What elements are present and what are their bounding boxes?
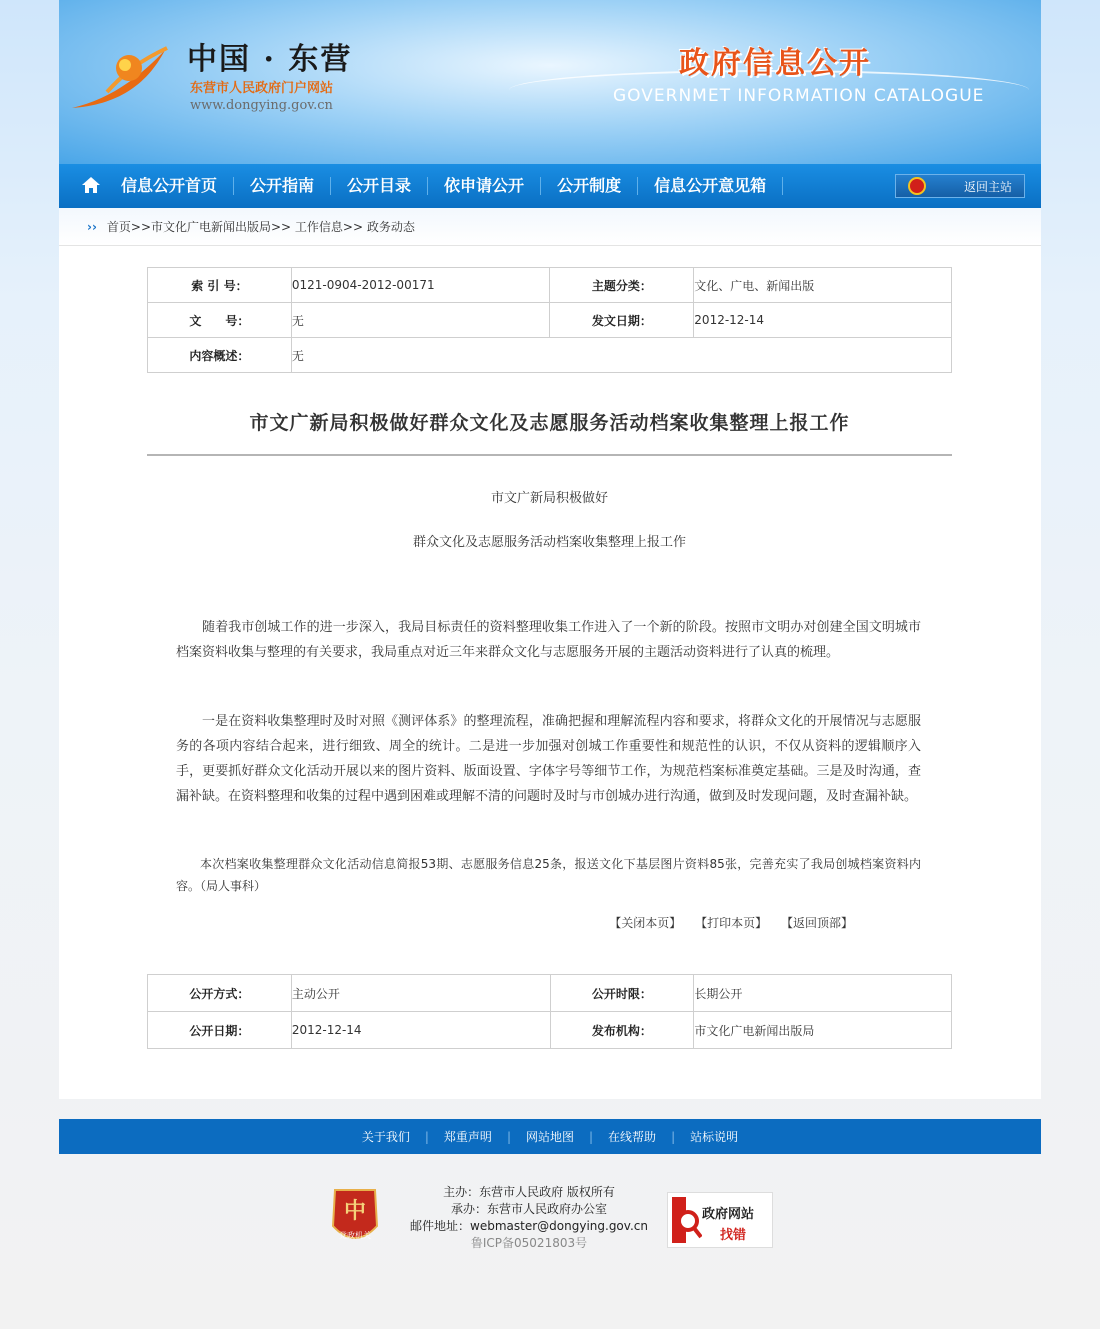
- article-paragraph-3: 本次档案收集整理群众文化活动信息简报53期、志愿服务信息25条，报送文化下基层图片资料85张，完善充实了我局创城档案资料内容。（局人事科）: [176, 857, 921, 893]
- nav-item-catalogue[interactable]: 公开目录: [331, 177, 428, 195]
- limit-label: 公开时限：: [550, 975, 694, 1012]
- date-value: 2012-12-14: [694, 303, 952, 338]
- breadcrumb-text[interactable]: 首页>>市文化广电新闻出版局>> 工作信息>> 政务动态: [106, 220, 415, 234]
- back-to-top-link[interactable]: 【返回顶部】: [780, 916, 853, 930]
- article-title: 市文广新局积极做好群众文化及志愿服务活动档案收集整理上报工作: [249, 412, 850, 434]
- breadcrumb: [59, 208, 1041, 246]
- footer-separator: |: [506, 1129, 511, 1144]
- gov-find-top-label: 政府网站: [702, 1207, 755, 1222]
- footer-icp[interactable]: 鲁ICP备05021803号: [470, 1236, 588, 1250]
- close-page-link[interactable]: 【关闭本页】: [609, 916, 682, 930]
- org-value: 市文化广电新闻出版局: [694, 1012, 952, 1049]
- article-actions: [599, 914, 853, 931]
- summary-label: 内容概述：: [148, 338, 292, 373]
- footer-link-sitemap[interactable]: 网站地图: [525, 1130, 574, 1144]
- print-page-link[interactable]: 【打印本页】: [695, 916, 768, 930]
- national-emblem-icon: [908, 177, 926, 195]
- limit-value: 长期公开: [694, 975, 952, 1012]
- main-nav: [59, 164, 1041, 208]
- pubdate-label: 公开日期：: [148, 1012, 292, 1049]
- svg-text:党政机关: 党政机关: [339, 1231, 371, 1240]
- mode-label: 公开方式：: [148, 975, 292, 1012]
- index-value: 0121-0904-2012-00171: [291, 268, 550, 303]
- home-icon[interactable]: [81, 176, 101, 194]
- party-government-logo-icon[interactable]: [329, 1186, 381, 1250]
- footer-link-about[interactable]: 关于我们: [361, 1130, 410, 1144]
- site-url: www.dongying.gov.cn: [190, 98, 333, 113]
- mode-value: 主动公开: [291, 975, 550, 1012]
- article-paragraph-2: 一是在资料收集整理时及时对照《测评体系》的整理流程，准确把握和理解流程内容和要求，将群众文化的开展情况与志愿服务的各项内容结合起来，进行细致、周全的统计。二是进一步加强对创城工作重要性和规范性的认识，不仅从资料的逻辑顺序入手，更要抓好群众文化活动开展以来的图片资料、版面设置、字体字号等细节工作，为规范档案标准奠定基础。三是及时沟通，查漏补缺。在资料整理和收集的过程中遇到困难或理解不清的问题时及时与市创城办进行沟通，做到及时发现问题，及时查漏补缺。: [176, 714, 921, 804]
- footer: [59, 1154, 1041, 1329]
- back-main-button[interactable]: [895, 174, 1025, 198]
- org-label: 发布机构：: [550, 1012, 694, 1049]
- gov-site-error-report-button[interactable]: [667, 1192, 773, 1248]
- nav-item-system[interactable]: 公开制度: [541, 177, 638, 195]
- article-paragraph-1: 随着我市创城工作的进一步深入，我局目标责任的资料整理收集工作进入了一个新的阶段。按照市文明办对创建全国文明城市档案资料收集与整理的有关要求，我局重点对近三年来群众文化与志愿服务开展的主题活动资料进行了认真的梳理。: [176, 620, 921, 660]
- gov-find-bottom-label: 找错: [720, 1228, 747, 1243]
- footer-undertaker: 承办：东营市人民政府办公室: [450, 1202, 607, 1216]
- footer-links-bar: [59, 1119, 1041, 1154]
- topic-value: 文化、广电、新闻出版: [694, 268, 952, 303]
- footer-separator: |: [589, 1129, 594, 1144]
- magnifier-icon: [672, 1197, 702, 1243]
- footer-link-statement[interactable]: 郑重声明: [443, 1130, 492, 1144]
- index-label: 索 引 号：: [148, 268, 292, 303]
- footer-link-logo-note[interactable]: 站标说明: [690, 1130, 739, 1144]
- banner-subtitle: GOVERNMET INFORMATION CATALOGUE: [613, 86, 985, 106]
- nav-item-guide[interactable]: 公开指南: [234, 177, 331, 195]
- site-name: 中国 · 东营: [187, 42, 353, 77]
- site-subtitle: 东营市人民政府门户网站: [190, 81, 334, 96]
- topic-label: 主题分类：: [550, 268, 694, 303]
- dongying-logo-icon[interactable]: [67, 40, 177, 115]
- title-divider: [147, 454, 952, 456]
- summary-value: 无: [291, 338, 951, 373]
- meta-table-top: [147, 267, 952, 373]
- footer-separator: |: [424, 1129, 429, 1144]
- footer-separator: |: [671, 1129, 676, 1144]
- back-main-label: 返回主站: [964, 179, 1013, 194]
- nav-item-home[interactable]: 信息公开首页: [105, 177, 234, 195]
- footer-link-help[interactable]: 在线帮助: [608, 1130, 657, 1144]
- main-content: [59, 208, 1041, 1099]
- date-label: 发文日期：: [550, 303, 694, 338]
- article-subtitle-1: 市文广新局积极做好: [490, 491, 608, 506]
- footer-info: [399, 1184, 659, 1252]
- article-subtitle-2: 群众文化及志愿服务活动档案收集整理上报工作: [412, 535, 686, 550]
- banner-title: 政府信息公开: [679, 46, 871, 81]
- site-header: [59, 0, 1041, 164]
- docno-label: 文 号：: [148, 303, 292, 338]
- docno-value: 无: [291, 303, 550, 338]
- nav-item-feedback[interactable]: 信息公开意见箱: [638, 177, 783, 195]
- footer-email[interactable]: 邮件地址：webmaster@dongying.gov.cn: [410, 1219, 648, 1233]
- nav-item-request[interactable]: 依申请公开: [428, 177, 541, 195]
- meta-table-bottom: [147, 974, 952, 1049]
- breadcrumb-arrow-icon: ››: [87, 219, 97, 234]
- pubdate-value: 2012-12-14: [291, 1012, 550, 1049]
- footer-host: 主办：东营市人民政府 版权所有: [443, 1185, 615, 1199]
- svg-text:中: 中: [343, 1198, 367, 1224]
